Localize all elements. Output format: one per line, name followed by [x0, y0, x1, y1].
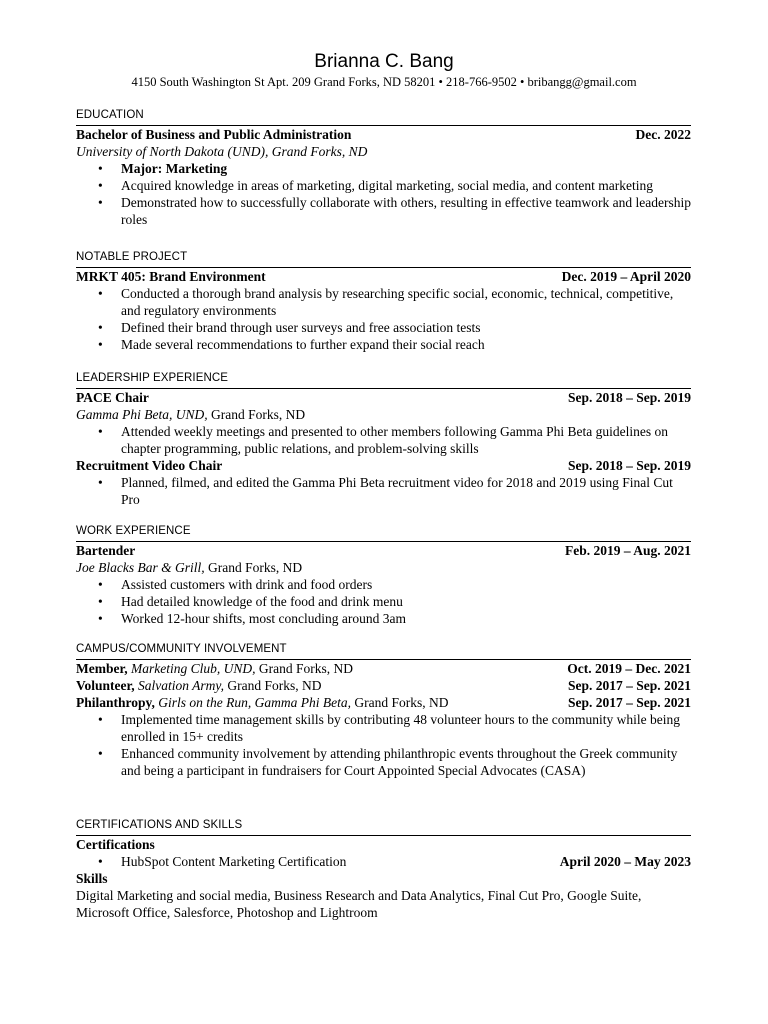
- list-item: • Demonstrated how to successfully collaborate with others, resulting in effective teamwork and leadership roles: [98, 195, 691, 227]
- work-role-row: [76, 542, 691, 559]
- section-title-project: NOTABLE PROJECT: [76, 251, 188, 263]
- list-item: • Attended weekly meetings and presented to other members following Gamma Phi Beta guidelines on chapter programming, public relations, and problem-solving skills: [98, 424, 668, 456]
- campus-row: Philanthropy, Girls on the Run, Gamma Phi Beta, Grand Forks, ND Sep. 2017 – Sep. 2021: [76, 695, 691, 710]
- list-item: • Conducted a thorough brand analysis by researching specific social, economic, technical, competitive, and regulatory environments: [98, 286, 674, 318]
- section-title-education: EDUCATION: [76, 109, 144, 121]
- leadership-section: [76, 371, 691, 508]
- campus-bullets: [76, 711, 691, 779]
- list-item: • Made several recommendations to further expand their social reach: [98, 337, 485, 352]
- skills-heading: Skills: [76, 871, 108, 886]
- campus-section: [76, 642, 691, 779]
- list-item: • Major: Marketing: [98, 161, 228, 176]
- role-title: Recruitment Video Chair: [76, 458, 223, 473]
- list-item: • Acquired knowledge in areas of marketing, digital marketing, social media, and content marketing: [98, 178, 653, 193]
- campus-row: Volunteer, Salvation Army, Grand Forks, ND Sep. 2017 – Sep. 2021: [76, 678, 691, 693]
- leadership-role-row: [76, 389, 691, 406]
- section-title-work: WORK EXPERIENCE: [76, 525, 191, 537]
- skills-line: Digital Marketing and social media, Business Research and Data Analytics, Final Cut Pro, Google Suite,: [76, 888, 642, 903]
- list-item: • Worked 12-hour shifts, most concluding around 3am: [98, 611, 406, 626]
- contact-line: 4150 South Washington St Apt. 209 Grand Forks, ND 58201 • 218-766-9502 • bribangg@gmail.com: [131, 75, 637, 89]
- role-title: Bartender: [76, 543, 136, 558]
- role-date: Feb. 2019 – Aug. 2021: [564, 543, 691, 558]
- education-bullets: [76, 160, 691, 228]
- degree-date: Dec. 2022: [635, 127, 691, 142]
- role-date: Sep. 2018 – Sep. 2019: [567, 458, 691, 473]
- degree-title: Bachelor of Business and Public Administration: [76, 127, 352, 142]
- project-name: MRKT 405: Brand Environment: [76, 269, 266, 284]
- list-item: • Had detailed knowledge of the food and drink menu: [98, 594, 403, 609]
- cert-heading: Certifications: [76, 837, 155, 852]
- section-title-campus: CAMPUS/COMMUNITY INVOLVEMENT: [76, 643, 287, 655]
- cert-date: April 2020 – May 2023: [559, 854, 691, 869]
- leadership-bullets: [76, 423, 691, 457]
- cert-row: • HubSpot Content Marketing Certification April 2020 – May 2023: [98, 854, 691, 869]
- project-header-row: [76, 268, 691, 285]
- leadership-role-row: [76, 457, 691, 474]
- role-date: Sep. 2018 – Sep. 2019: [567, 390, 691, 405]
- leadership-bullets: [76, 474, 691, 508]
- project-bullets: [76, 285, 691, 353]
- cert-item: HubSpot Content Marketing Certification: [121, 854, 347, 869]
- section-title-certs: CERTIFICATIONS AND SKILLS: [76, 819, 243, 831]
- certs-section: [76, 818, 691, 921]
- list-item: • Defined their brand through user surveys and free association tests: [98, 320, 481, 335]
- org-line: Joe Blacks Bar & Grill, Grand Forks, ND: [76, 560, 303, 575]
- list-item: • Assisted customers with drink and food orders: [98, 577, 373, 592]
- list-item: • Planned, filmed, and edited the Gamma Phi Beta recruitment video for 2018 and 2019 using Final Cut Pro: [98, 475, 673, 507]
- project-section: [76, 250, 691, 353]
- skills-line: Microsoft Office, Salesforce, Photoshop and Lightroom: [76, 905, 378, 920]
- campus-row: Member, Marketing Club, UND, Grand Forks, ND Oct. 2019 – Dec. 2021: [76, 661, 691, 676]
- education-section: [76, 108, 691, 228]
- school-name: University of North Dakota (UND), Grand Forks, ND: [76, 144, 368, 159]
- section-title-leadership: LEADERSHIP EXPERIENCE: [76, 372, 229, 384]
- applicant-name: Brianna C. Bang: [314, 51, 454, 72]
- role-title: PACE Chair: [76, 390, 149, 405]
- list-item: • Implemented time management skills by contributing 48 volunteer hours to the community while being enrolled in 15+ credits: [98, 712, 681, 744]
- work-section: [76, 524, 691, 627]
- education-header-row: [76, 126, 691, 143]
- list-item: • Enhanced community involvement by attending philanthropic events throughout the Greek community and being a participant in fundraisers for Court Appointed Special Advocates (CASA): [98, 746, 678, 778]
- work-bullets: [76, 576, 691, 627]
- project-date: Dec. 2019 – April 2020: [561, 269, 691, 284]
- org-line: Gamma Phi Beta, UND, Grand Forks, ND: [76, 407, 306, 422]
